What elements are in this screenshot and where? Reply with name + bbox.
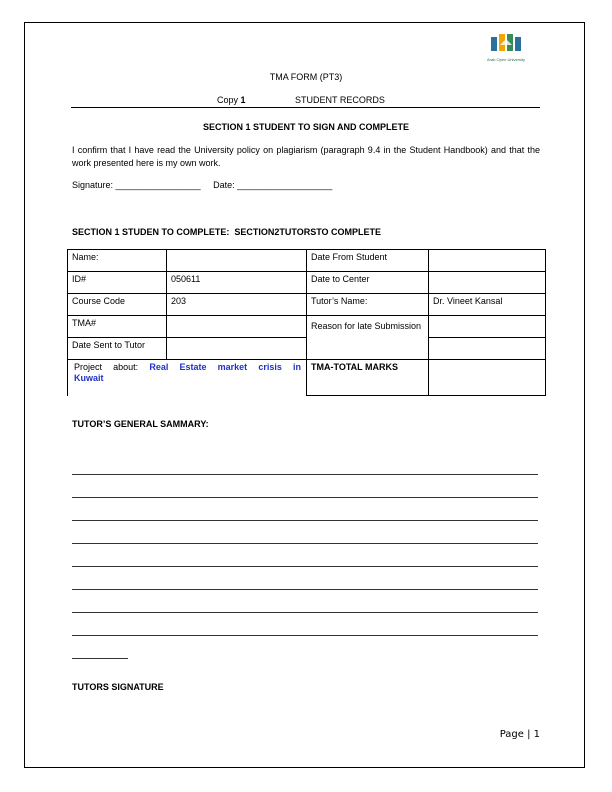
tma-label: TMA# [67,315,167,338]
late-reason-value-1 [428,315,546,338]
tma-value [166,315,307,338]
section1-heading: SECTION 1 STUDENT TO SIGN AND COMPLETE [202,122,409,132]
total-marks-value [428,359,546,396]
name-label: Name: [67,249,167,272]
project-label: Project about: [74,362,139,372]
summary-line [72,520,538,521]
summary-line [72,612,538,613]
section2-heading: SECTION 1 STUDEN TO COMPLETE: SECTION2TUTORSTO COMPLETE [72,227,382,237]
total-marks-label: TMA-TOTAL MARKS [306,359,429,396]
tutor-name-label: Tutor’s Name: [306,293,429,316]
id-value: 050611 [166,271,307,294]
copy-label [217,95,246,105]
signature-label: Signature: _________________ [72,180,201,190]
name-value [166,249,307,272]
date-label: Date: ___________________ [213,180,333,190]
date-to-center-label: Date to Center [306,271,429,294]
date-to-center-value [428,271,546,294]
records-label: STUDENT RECORDS [295,95,385,105]
tutor-summary-heading: TUTOR’S GENERAL SAMMARY: [72,419,209,429]
project-value: Real Estate market crisis in [149,362,301,372]
page-number: Page | 1 [499,729,540,740]
course-code-value: 203 [166,293,307,316]
date-from-student-label: Date From Student [306,249,429,272]
summary-line [72,589,538,590]
plagiarism-statement: I confirm that I have read the University policy on plagiarism (paragraph 9.4 in the Student Handbook) and that the work presented here is my own work. [72,145,540,168]
tutor-signature-label: TUTORS SIGNATURE [72,682,164,692]
summary-line [72,543,538,544]
course-code-label: Course Code [67,293,167,316]
tutor-name-value: Dr. Vineet Kansal [428,293,546,316]
form-title: TMA FORM (PT3) [269,72,343,82]
date-sent-value [166,337,307,360]
copy-number: 1 [240,95,246,105]
date-from-student-value [428,249,546,272]
copy-text: Copy [217,95,239,105]
summary-line [72,635,538,636]
logo-caption: Arab Open University [486,57,525,62]
project-line-1 [74,362,301,373]
project-value-continued: Kuwait [74,373,104,383]
late-reason-value-2 [428,337,546,360]
summary-line [72,474,538,475]
late-reason-label: Reason for late Submission [306,315,429,360]
signature-line [72,180,332,190]
summary-line [72,497,538,498]
summary-line [72,566,538,567]
project-cell [67,359,307,396]
id-label: ID# [67,271,167,294]
summary-line-short [72,658,128,659]
date-sent-label: Date Sent to Tutor [67,337,167,360]
header-rule [71,107,540,108]
